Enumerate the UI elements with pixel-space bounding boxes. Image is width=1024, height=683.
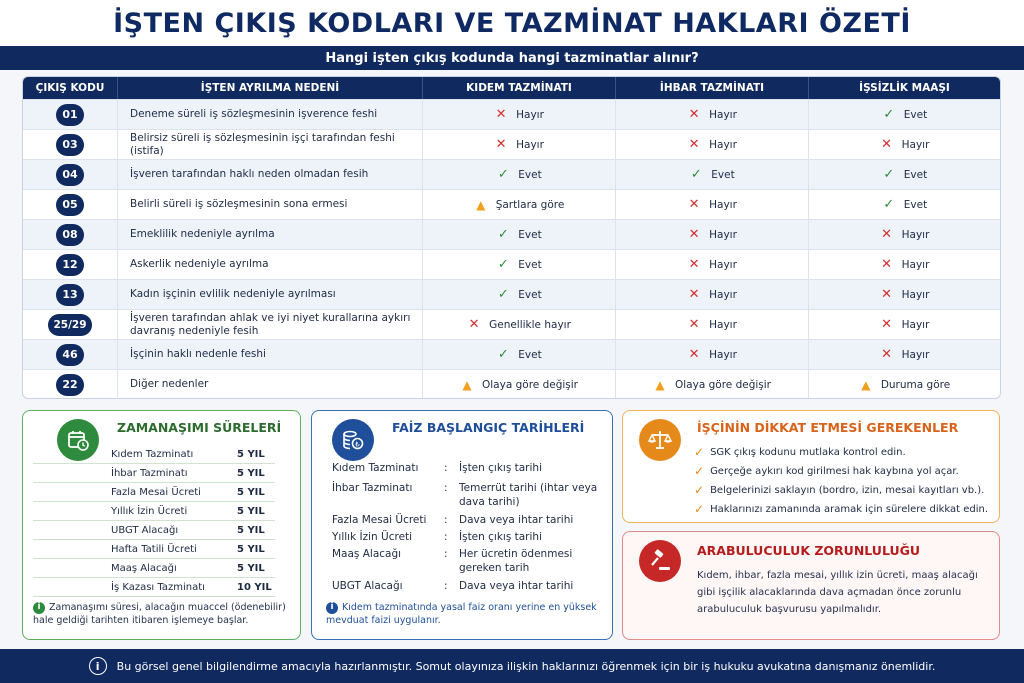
page-title: İŞTEN ÇIKIŞ KODLARI VE TAZMİNAT HAKLARI ÖZETİ — [113, 7, 911, 39]
dikkat-item-text: SGK çıkış kodunu mutlaka kontrol edin. — [710, 446, 906, 458]
ihbar-cell — [616, 100, 809, 129]
issizlik-cell — [809, 130, 1000, 159]
faiz-label: Fazla Mesai Ücreti — [332, 514, 427, 526]
kidem-value — [496, 257, 541, 272]
warning-icon: ▲ — [462, 377, 472, 392]
issizlik-value — [880, 137, 930, 152]
ihbar-text: Hayır — [709, 198, 737, 211]
kidem-cell — [423, 130, 616, 159]
kidem-value — [496, 167, 541, 182]
check-icon: ✓ — [497, 227, 509, 242]
kidem-cell — [423, 100, 616, 129]
table-row — [23, 249, 1000, 279]
issizlik-value — [882, 167, 927, 182]
cross-icon: ✕ — [881, 227, 893, 242]
dikkat-item — [694, 483, 984, 497]
dikkat-title: İŞÇİNİN DİKKAT ETMESİ GEREKENLER — [697, 420, 959, 435]
cross-icon: ✕ — [688, 197, 700, 212]
issizlik-text: Hayır — [901, 288, 930, 301]
arabuluculuk-panel — [622, 531, 1000, 640]
faiz-separator: : — [444, 548, 448, 560]
issizlik-value — [880, 317, 930, 332]
cross-icon: ✕ — [468, 317, 480, 332]
zamanasimi-row — [33, 464, 275, 483]
arabuluculuk-text: Kıdem, ihbar, fazla mesai, yıllık izin ücreti, maaş alacağı gibi işçilik alacaklarında dava açmadan önce zorunlu arabuluculuk başvurusu yapılmalıdır. — [697, 570, 978, 615]
coins-icon — [332, 419, 374, 461]
reason-cell: Askerlik nedeniyle ayrılma — [118, 250, 423, 279]
faiz-label: Yıllık İzin Ücreti — [332, 531, 413, 543]
reason-cell: Diğer nedenler — [118, 370, 423, 399]
faiz-separator: : — [444, 514, 448, 526]
zamanasimi-label: Yıllık İzin Ücreti — [111, 505, 188, 517]
ihbar-text: Hayır — [709, 138, 737, 151]
issizlik-value — [880, 227, 930, 242]
exit-code-cell — [23, 130, 118, 159]
ihbar-text: Hayır — [709, 258, 737, 271]
info-icon: i — [33, 602, 45, 614]
info-icon: i — [326, 602, 338, 614]
cross-icon: ✕ — [688, 347, 700, 362]
exit-code-badge: 03 — [56, 134, 84, 156]
scales-icon — [639, 419, 681, 461]
faiz-row — [332, 513, 599, 527]
kidem-cell — [423, 280, 616, 309]
faiz-value: İşten çıkış tarihi — [459, 462, 542, 474]
reason-cell: Belirsiz süreli iş sözleşmesinin işçi tarafından feshi (istifa) — [118, 130, 423, 159]
faiz-row — [332, 481, 599, 509]
issizlik-cell — [809, 280, 1000, 309]
exit-code-badge: 08 — [56, 224, 84, 246]
exit-code-badge: 25/29 — [48, 314, 91, 336]
reason-cell: İşçinin haklı nedenle feshi — [118, 340, 423, 369]
issizlik-text: Evet — [903, 168, 928, 181]
exit-code-cell — [23, 220, 118, 249]
zamanasimi-value: 5 YIL — [237, 467, 265, 479]
exit-code-table — [22, 76, 1001, 399]
kidem-text: Evet — [518, 228, 542, 241]
kidem-cell — [423, 340, 616, 369]
ihbar-cell — [616, 370, 809, 399]
faiz-note — [326, 601, 604, 627]
table-row — [23, 129, 1000, 159]
kidem-value — [474, 198, 565, 212]
kidem-text: Genellikle hayır — [489, 318, 571, 331]
reason-cell: Kadın işçinin evlilik nedeniyle ayrılması — [118, 280, 423, 309]
header-kidem: KIDEM TAZMİNATI — [423, 77, 616, 99]
faiz-value: Dava veya ihtar tarihi — [459, 514, 574, 526]
faiz-panel — [311, 410, 613, 640]
reason-cell: Emeklilik nedeniyle ayrılma — [118, 220, 423, 249]
check-icon: ✓ — [694, 483, 705, 497]
page-title-bar — [0, 0, 1024, 46]
check-icon: ✓ — [883, 197, 895, 212]
exit-code-cell — [23, 250, 118, 279]
ihbar-value — [689, 167, 734, 182]
ihbar-value — [653, 378, 771, 392]
exit-code-badge: 12 — [56, 254, 84, 276]
ihbar-text: Hayır — [709, 318, 737, 331]
kidem-cell — [423, 250, 616, 279]
cross-icon: ✕ — [688, 107, 700, 122]
faiz-label: Maaş Alacağı — [332, 548, 402, 560]
ihbar-text: Hayır — [709, 348, 737, 361]
check-icon: ✓ — [497, 287, 509, 302]
faiz-value: Temerrüt tarihi (ihtar veya dava tarihi) — [459, 482, 598, 508]
exit-code-badge: 05 — [56, 194, 84, 216]
faiz-separator: : — [444, 531, 448, 543]
ihbar-cell — [616, 220, 809, 249]
zamanasimi-note — [33, 601, 295, 627]
faiz-row — [332, 579, 599, 593]
table-header — [23, 77, 1000, 99]
header-exit-code: ÇIKIŞ KODU — [23, 77, 118, 99]
zamanasimi-value: 5 YIL — [237, 448, 265, 460]
ihbar-value — [687, 317, 737, 332]
issizlik-text: Hayır — [901, 228, 930, 241]
issizlik-cell — [809, 160, 1000, 189]
cross-icon: ✕ — [881, 317, 893, 332]
faiz-separator: : — [444, 462, 448, 474]
dikkat-item-text: Haklarınızı zamanında aramak için sürelere dikkat edin. — [710, 503, 989, 515]
issizlik-cell — [809, 250, 1000, 279]
ihbar-value — [687, 197, 737, 212]
reason-cell: Belirli süreli iş sözleşmesinin sona ermesi — [118, 190, 423, 219]
issizlik-text: Evet — [903, 198, 928, 211]
check-icon: ✓ — [883, 107, 895, 122]
kidem-cell — [423, 220, 616, 249]
check-icon: ✓ — [497, 257, 509, 272]
ihbar-text: Hayır — [709, 288, 737, 301]
faiz-value: İşten çıkış tarihi — [459, 531, 542, 543]
zamanasimi-row — [33, 559, 275, 578]
faiz-label: İhbar Tazminatı — [332, 482, 413, 494]
zamanasimi-label: UBGT Alacağı — [111, 524, 179, 536]
kidem-text: Evet — [518, 258, 542, 271]
faiz-row — [332, 530, 599, 544]
cross-icon: ✕ — [688, 257, 700, 272]
kidem-value — [496, 347, 541, 362]
faiz-separator: : — [444, 482, 448, 494]
kidem-cell — [423, 370, 616, 399]
kidem-text: Evet — [518, 168, 542, 181]
table-row — [23, 219, 1000, 249]
issizlik-cell — [809, 100, 1000, 129]
ihbar-value — [687, 137, 737, 152]
exit-code-cell — [23, 190, 118, 219]
ihbar-cell — [616, 310, 809, 339]
footer-text: Bu görsel genel bilgilendirme amacıyla hazırlanmıştır. Somut olayınıza ilişkin haklarınızı öğrenmek için bir iş hukuku avukatına danışmanız önemlidir. — [116, 659, 936, 673]
zamanasimi-row — [33, 483, 275, 502]
header-issizlik: İŞSİZLİK MAAŞI — [859, 82, 950, 94]
zamanasimi-row — [33, 502, 275, 521]
ihbar-cell — [616, 130, 809, 159]
dikkat-item — [694, 502, 988, 516]
exit-code-badge: 46 — [56, 344, 84, 366]
zamanasimi-title: ZAMANAŞIMI SÜRELERİ — [117, 420, 282, 435]
zamanasimi-value: 5 YIL — [237, 543, 265, 555]
check-icon: ✓ — [694, 502, 705, 516]
ihbar-text: Hayır — [709, 108, 737, 121]
warning-icon: ▲ — [655, 377, 665, 392]
faiz-row — [332, 461, 599, 475]
kidem-value — [460, 378, 578, 392]
dikkat-panel — [622, 410, 1000, 523]
zamanasimi-value: 10 YIL — [237, 581, 272, 593]
faiz-value: Dava veya ihtar tarihi — [459, 580, 574, 592]
cross-icon: ✕ — [688, 137, 700, 152]
footer-bar — [0, 649, 1024, 683]
issizlik-cell — [809, 220, 1000, 249]
ihbar-value — [687, 257, 737, 272]
cross-icon: ✕ — [688, 317, 700, 332]
issizlik-text: Hayır — [901, 138, 930, 151]
issizlik-text: Hayır — [901, 258, 930, 271]
table-row — [23, 189, 1000, 219]
kidem-text: Hayır — [516, 108, 544, 121]
table-row — [23, 369, 1000, 399]
ihbar-cell — [616, 250, 809, 279]
ihbar-cell — [616, 340, 809, 369]
table-row — [23, 309, 1000, 339]
zamanasimi-note-text: Zamanaşımı süresi, alacağın muaccel (ödenebilir) hale geldiği tarihten itibaren işlemeye başlar. — [33, 602, 286, 626]
kidem-text: Olaya göre değişir — [482, 378, 578, 391]
table-row — [23, 159, 1000, 189]
ihbar-text: Hayır — [709, 228, 737, 241]
dikkat-item — [694, 464, 959, 478]
header-ihbar: İHBAR TAZMİNATI — [616, 77, 809, 99]
cross-icon: ✕ — [881, 287, 893, 302]
faiz-note-text: Kıdem tazminatında yasal faiz oranı yerine en yüksek mevduat faizi uygulanır. — [326, 602, 597, 626]
check-icon: ✓ — [694, 464, 705, 478]
cross-icon: ✕ — [688, 227, 700, 242]
kidem-value — [496, 287, 541, 302]
cross-icon: ✕ — [881, 137, 893, 152]
check-icon: ✓ — [690, 167, 702, 182]
issizlik-value — [880, 287, 930, 302]
exit-code-cell — [23, 370, 118, 399]
table-row — [23, 99, 1000, 129]
ihbar-cell — [616, 280, 809, 309]
issizlik-value — [880, 257, 930, 272]
zamanasimi-value: 5 YIL — [237, 524, 265, 536]
zamanasimi-panel — [22, 410, 301, 640]
exit-code-cell — [23, 280, 118, 309]
exit-code-badge: 04 — [56, 164, 84, 186]
ihbar-text: Evet — [711, 168, 735, 181]
exit-code-cell — [23, 310, 118, 339]
arabuluculuk-title: ARABULUCULUK ZORUNLULUĞU — [697, 543, 921, 558]
issizlik-cell — [809, 370, 1000, 399]
issizlik-cell — [809, 340, 1000, 369]
faiz-value: Her ücretin ödenmesi gereken tarih — [459, 548, 573, 574]
issizlik-text: Evet — [903, 108, 928, 121]
table-body — [23, 99, 1000, 399]
issizlik-cell — [809, 190, 1000, 219]
kidem-cell — [423, 310, 616, 339]
issizlik-value — [859, 378, 950, 392]
ihbar-value — [687, 347, 737, 362]
zamanasimi-label: İhbar Tazminatı — [111, 467, 188, 479]
zamanasimi-label: Fazla Mesai Ücreti — [111, 486, 201, 498]
dikkat-item — [694, 445, 906, 459]
dikkat-item-text: Belgelerinizi saklayın (bordro, izin, mesai kayıtları vb.). — [710, 484, 985, 496]
exit-code-badge: 13 — [56, 284, 84, 306]
table-row — [23, 339, 1000, 369]
exit-code-badge: 01 — [56, 104, 84, 126]
ihbar-cell — [616, 190, 809, 219]
cross-icon: ✕ — [688, 287, 700, 302]
page-subtitle: Hangi işten çıkış kodunda hangi tazminatlar alınır? — [325, 50, 699, 66]
ihbar-cell — [616, 160, 809, 189]
kidem-text: Evet — [518, 348, 542, 361]
svg-text:₺: ₺ — [355, 440, 360, 449]
reason-cell: İşveren tarafından haklı neden olmadan fesih — [118, 160, 423, 189]
warning-icon: ▲ — [861, 377, 871, 392]
info-icon: i — [89, 657, 107, 675]
issizlik-text: Hayır — [901, 318, 930, 331]
zamanasimi-row — [33, 445, 275, 464]
zamanasimi-value: 5 YIL — [237, 505, 265, 517]
exit-code-cell — [23, 160, 118, 189]
cross-icon: ✕ — [495, 137, 507, 152]
zamanasimi-value: 5 YIL — [237, 562, 265, 574]
table-row — [23, 279, 1000, 309]
faiz-title: FAİZ BAŞLANGIÇ TARİHLERİ — [392, 420, 585, 435]
kidem-value — [494, 137, 544, 152]
ihbar-value — [687, 227, 737, 242]
issizlik-value — [882, 197, 927, 212]
zamanasimi-row — [33, 521, 275, 540]
zamanasimi-label: Hafta Tatili Ücreti — [111, 543, 197, 555]
check-icon: ✓ — [497, 167, 509, 182]
kidem-text: Evet — [518, 288, 542, 301]
faiz-label: Kıdem Tazminatı — [332, 462, 419, 474]
check-icon: ✓ — [883, 167, 895, 182]
kidem-text: Şartlara göre — [495, 198, 565, 211]
zamanasimi-label: İş Kazası Tazminatı — [111, 581, 205, 593]
kidem-text: Hayır — [516, 138, 544, 151]
zamanasimi-value: 5 YIL — [237, 486, 265, 498]
kidem-value — [494, 107, 544, 122]
faiz-separator: : — [444, 580, 448, 592]
issizlik-value — [882, 107, 927, 122]
gavel-icon — [639, 540, 681, 582]
cross-icon: ✕ — [881, 257, 893, 272]
faiz-label: UBGT Alacağı — [332, 580, 403, 592]
cross-icon: ✕ — [495, 107, 507, 122]
reason-cell: Deneme süreli iş sözleşmesinin işverence feshi — [118, 100, 423, 129]
subtitle-bar — [0, 46, 1024, 70]
zamanasimi-label: Maaş Alacağı — [111, 562, 177, 574]
kidem-cell — [423, 160, 616, 189]
ihbar-value — [687, 287, 737, 302]
header-reason: İŞTEN AYRILMA NEDENİ — [118, 77, 423, 99]
kidem-cell — [423, 190, 616, 219]
warning-icon: ▲ — [476, 197, 486, 212]
issizlik-text: Duruma göre — [880, 378, 951, 391]
dikkat-item-text: Gerçeğe aykırı kod girilmesi hak kaybına yol açar. — [710, 465, 959, 477]
exit-code-badge: 22 — [56, 374, 84, 396]
faiz-row — [332, 547, 599, 575]
exit-code-cell — [23, 340, 118, 369]
cross-icon: ✕ — [881, 347, 893, 362]
check-icon: ✓ — [694, 445, 705, 459]
kidem-value — [467, 317, 571, 332]
issizlik-cell — [809, 310, 1000, 339]
kidem-value — [496, 227, 541, 242]
issizlik-value — [880, 347, 930, 362]
zamanasimi-row — [33, 578, 275, 597]
issizlik-text: Hayır — [901, 348, 930, 361]
check-icon: ✓ — [497, 347, 509, 362]
zamanasimi-label: Kıdem Tazminatı — [111, 448, 194, 460]
ihbar-text: Olaya göre değişir — [675, 378, 771, 391]
exit-code-cell — [23, 100, 118, 129]
ihbar-value — [687, 107, 737, 122]
reason-cell: İşveren tarafından ahlak ve iyi niyet kurallarına aykırı davranış nedeniyle fesih — [118, 310, 423, 339]
zamanasimi-row — [33, 540, 275, 559]
